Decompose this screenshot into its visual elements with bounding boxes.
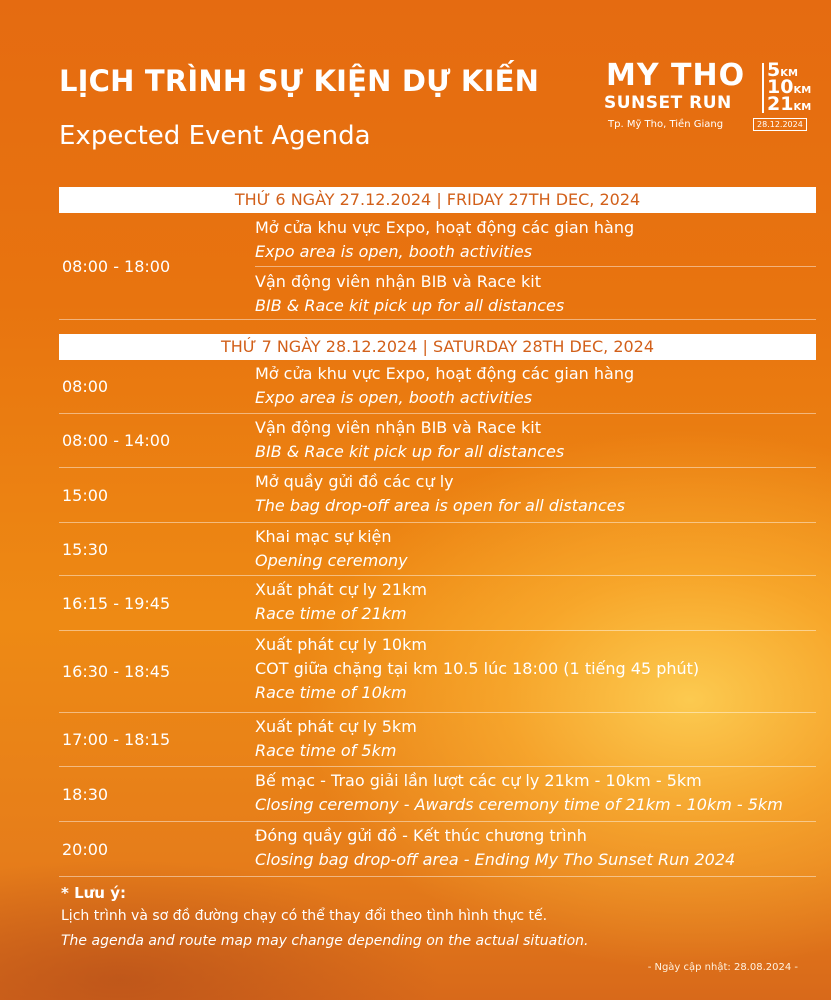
agenda-row — [59, 360, 816, 414]
activity-vi: Vận động viên nhận BIB và Race kit — [255, 272, 541, 291]
row-time: 16:15 - 19:45 — [62, 593, 171, 613]
agenda-row — [59, 523, 816, 576]
row-time: 16:30 - 18:45 — [62, 662, 171, 681]
activity-vi: Khai mạc sự kiện — [255, 527, 392, 546]
agenda-row — [59, 713, 816, 767]
row-time: 08:00 - 14:00 — [62, 431, 171, 450]
activity-en: BIB & Race kit pick up for all distances — [255, 442, 565, 461]
day-header-saturday: THỨ 7 NGÀY 28.12.2024 | SATURDAY 28TH DEC, 2024 — [59, 334, 816, 360]
activity-en: Expo area is open, booth activities — [255, 388, 533, 407]
sub-divider — [255, 266, 816, 267]
row-activity — [255, 822, 815, 876]
activity-vi: Bế mạc - Trao giải lần lượt các cự ly 21km - 10km - 5km — [255, 771, 702, 790]
note — [61, 882, 589, 954]
row-activity — [255, 767, 815, 821]
logo-line-2: SUNSET RUN — [604, 93, 732, 113]
activity-en: Race time of 5km — [255, 741, 397, 760]
note-heading: * Lưu ý: — [61, 884, 126, 902]
note-text-vi: Lịch trình và sơ đồ đường chạy có thể thay đổi theo tình hình thực tế. — [61, 908, 548, 924]
agenda-table — [59, 187, 816, 877]
activity-vi: Xuất phát cự ly 21km — [255, 580, 427, 599]
row-activity — [255, 414, 815, 467]
logo-place: Tp. Mỹ Tho, Tiền Giang — [608, 119, 724, 130]
row-time: 08:00 - 18:00 — [62, 256, 171, 276]
activity-vi: Xuất phát cự ly 10km — [255, 635, 427, 654]
logo-distance-10: 10KM — [767, 76, 812, 98]
agenda-row — [59, 767, 816, 822]
page-title-en: Expected Event Agenda — [59, 121, 371, 151]
activity-en: Race time of 10km — [255, 683, 407, 702]
activity-en: Opening ceremony — [255, 551, 408, 570]
agenda-row — [59, 822, 816, 877]
update-date: - Ngày cập nhật: 28.08.2024 - — [647, 962, 798, 973]
row-activity — [255, 468, 815, 522]
activity-vi: Mở quầy gửi đồ các cự ly — [255, 472, 454, 491]
page-title-vi: LỊCH TRÌNH SỰ KIỆN DỰ KIẾN — [59, 64, 540, 98]
row-activity — [255, 631, 815, 712]
row-time: 08:00 — [62, 377, 109, 396]
event-logo — [604, 60, 814, 132]
activity-vi: Mở cửa khu vực Expo, hoạt động các gian hàng — [255, 364, 635, 383]
row-activity — [255, 576, 815, 630]
activity-en: Closing ceremony - Awards ceremony time of 21km - 10km - 5km — [255, 795, 783, 814]
row-time: 15:30 — [62, 539, 109, 559]
logo-distance-21: 21KM — [767, 93, 812, 115]
agenda-row — [59, 468, 816, 523]
activity-en: The bag drop-off area is open for all distances — [255, 496, 625, 515]
activity-vi: Mở cửa khu vực Expo, hoạt động các gian hàng — [255, 218, 635, 237]
activity-vi: Đóng quầy gửi đồ - Kết thúc chương trình — [255, 826, 587, 845]
activity-en: Race time of 21km — [255, 604, 407, 623]
activity-en: Closing bag drop-off area - Ending My Tho Sunset Run 2024 — [255, 850, 736, 869]
row-activity — [255, 523, 815, 575]
day-2-rows — [59, 360, 816, 877]
agenda-row — [59, 213, 816, 320]
agenda-row — [59, 631, 816, 713]
row-activity — [255, 713, 815, 766]
agenda-row — [59, 576, 816, 631]
note-text-en: The agenda and route map may change depending on the actual situation. — [61, 933, 589, 949]
agenda-row — [59, 414, 816, 468]
row-time: 20:00 — [62, 839, 109, 859]
row-activity — [255, 360, 815, 413]
logo-distance-5: 5KM — [767, 59, 798, 81]
logo-date: 28.12.2024 — [753, 118, 807, 131]
activity-en: BIB & Race kit pick up for all distances — [255, 296, 565, 315]
activity-vi: Xuất phát cự ly 5km — [255, 717, 417, 736]
logo-divider — [762, 63, 764, 113]
row-time: 15:00 — [62, 485, 109, 505]
row-time: 18:30 — [62, 784, 109, 804]
day-header-friday: THỨ 6 NGÀY 27.12.2024 | FRIDAY 27TH DEC, 2024 — [59, 187, 816, 213]
logo-line-1: MY THO — [606, 58, 746, 93]
row-time: 17:00 - 18:15 — [62, 730, 171, 749]
activity-vi: Vận động viên nhận BIB và Race kit — [255, 418, 541, 437]
activity-vi: COT giữa chặng tại km 10.5 lúc 18:00 (1 tiếng 45 phút) — [255, 659, 700, 678]
activity-en: Expo area is open, booth activities — [255, 242, 533, 261]
